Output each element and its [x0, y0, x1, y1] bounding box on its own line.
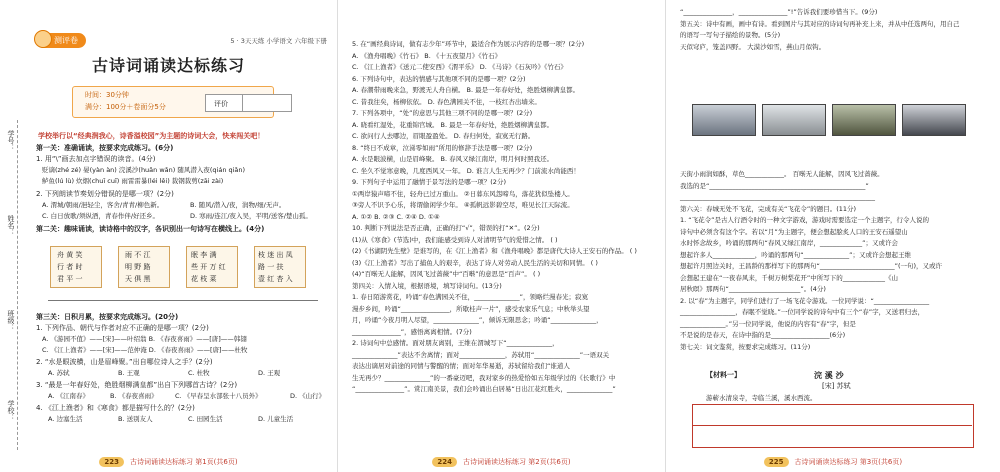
poem-grid-1: 舟 黄 笑 行 者 时 君 平 一	[50, 246, 102, 288]
answer-line[interactable]	[48, 300, 318, 301]
page-2	[337, 0, 665, 472]
question-line: A. 水是眼波横，山是眉峰聚。 B. 春风又绿江南岸，明月何时照我还。	[352, 155, 554, 163]
landscape-image-1	[692, 104, 756, 136]
class-label: 班级：	[7, 310, 15, 331]
time-limit: 时间：30分钟	[85, 91, 129, 99]
name-label: 姓名：	[7, 215, 15, 236]
full-score: 满分：100分＋卷面分5分	[85, 103, 166, 111]
question-line: A. ①② B. ②③ C. ②④ D. ①④	[352, 212, 440, 221]
question-line: 第四关：入情入境，根据语境，填写诗词句。(13分)	[352, 281, 502, 290]
poem-author: [宋] 苏轼	[822, 382, 851, 390]
poem-grid-4: 枝 迷 出 凤 路 一 扶 壹 红 杏 入	[254, 246, 306, 288]
page-number: 224	[432, 457, 457, 467]
q5-option-a[interactable]: A. 《江南春》	[48, 392, 89, 400]
question-line: _______________”，感悟离离相情。(7分)	[352, 327, 472, 336]
page-number: 223	[99, 457, 124, 467]
question-line: 我选的是“________________________________________________”	[680, 181, 869, 190]
question-line: ①两岸猿声啼不住，轻舟已过万重山。 ②日暮东风怨啼鸟，落花犹似坠楼人。	[352, 189, 574, 198]
page-footer: 225 古诗词诵读达标练习 第3页(共6页)	[666, 457, 1000, 467]
question-line: 2. 诗词句中总感情。面对朋友离别，王维在渭城写下“______________，	[352, 339, 559, 347]
poem-grid-3: 眠 李 满 些 开 万 红 花 枝 菜	[186, 246, 238, 288]
q4-option-b[interactable]: B. 王观	[118, 369, 140, 377]
question-line: “_______________，_______________”!”告诉我们要珍惜当下。(9分)	[680, 8, 878, 16]
question-line: 2. 以“春”为主题字，同学们进行了一场飞花令游戏。一位同学说：“_________________	[680, 296, 930, 305]
page-number: 225	[764, 457, 789, 467]
section-2-title: 第二关：趣味诵读，读诗格中的汉字，各识别出一句诗写在横线上。(4分)	[36, 225, 265, 233]
question-line: C. 《江上渔者》《送元二使安西》《渭平乐》 D. 《马诗》《石灰吟》《竹石》	[352, 63, 567, 71]
question-line: 1. “飞花令”是古人行酒令时的一种文字游戏，游戏时需要选定一个主题字，行令人说的	[680, 216, 930, 224]
q4-option-c[interactable]: C. 杜牧	[188, 369, 210, 377]
evaluation-box[interactable]	[205, 94, 292, 112]
question-line: A. 《渔舟唱晚》《竹石》 B. 《十五夜望月》《竹石》	[352, 51, 502, 60]
question-line: 7. 下列各项中，“处”的意思与其他三项不同的是哪一项？(2分)	[352, 109, 533, 117]
question-line: (4)“百啭无人能解，因风飞过蔷薇”中“百啭”的意思是“百声”。 ( )	[352, 270, 541, 278]
q3-options-ab[interactable]: A. 《游园不值》——[宋]——叶绍翁 B. 《春夜喜雨》——[唐]——韩翃	[42, 335, 247, 343]
landscape-image-2	[762, 104, 826, 136]
q3-options-cd[interactable]: C. 《江上渔者》——[宋]——范仲淹 D. 《春夜喜雨》——[唐]——杜牧	[42, 346, 248, 354]
poem-preface: 游蕲水清泉寺，寺临兰溪，溪水西流。	[706, 394, 817, 402]
pinyin-row-1[interactable]: 贬谪(zhé zé) 晏(yàn àn) 浣溪沙(huǎn wǎn) 随风潜入夜(qián qiǎn)	[42, 166, 246, 174]
mascot-icon	[34, 30, 52, 48]
question-line: 第七关：词文鉴赏，按要求完成练习。(11分)	[680, 342, 811, 351]
question-5: 3. “最是一年春好处，绝胜烟柳满皇都”出自下列哪首古诗？(2分)	[36, 381, 238, 389]
question-line: 生无再少？______________”的一番豪迈吧，我对家乡的热爱恰如五年级学过的《长歌行》中	[352, 373, 616, 382]
q6-option-d[interactable]: D. 儿童生活	[258, 415, 294, 423]
question-line: 的语写一写句子描绘的景物。(5分)	[680, 31, 781, 39]
question-line: 水时怀念故乡，吟诵的那两句“春风又绿江南岸，_____________”；又或许会	[680, 239, 898, 247]
q6-option-b[interactable]: B. 送别友人	[118, 415, 153, 423]
answer-box[interactable]	[692, 404, 974, 448]
question-line: 天街小雨润如酥，草色____________。 百啭无人能解，因风飞过蔷薇。	[680, 170, 884, 178]
question-line: 不是说的是春天，在诗中指的是__________________(6分)	[680, 331, 846, 339]
landscape-image-4	[902, 104, 966, 136]
question-line: A. 春潮带雨晚来急，野渡无人舟自横。 B. 最是一年春好处，绝胜烟柳满皇都。	[352, 86, 580, 94]
question-line: 10. 判断下列说法是否正确，正确的打“√”，错误的打“✕”。(2分)	[352, 224, 540, 232]
q6-option-c[interactable]: C. 田园生活	[188, 415, 223, 423]
q2-option-c[interactable]: C. 白日放歌/须纵酒，青春作伴/好还乡。	[42, 212, 160, 220]
question-line: 居秋暝》那两句“______________________”。(4分)	[680, 285, 826, 293]
question-line: (1)从《寒食》(节选)中，我们能感受到诗人对清明节气的爱惜之情。 ( )	[352, 235, 558, 244]
question-line: (2)《书湖阴先生壁》是谁写的，在《江上渔者》和《渔舟唱晚》都是唐代大诗人王安石的作品。 ( )	[352, 247, 637, 255]
page-1	[0, 0, 337, 472]
question-line: 想起许月照边关时，王昌龄的那样写下的那两句“_______________________”(一句)，又或许	[680, 262, 943, 270]
question-line: 5. 在“画经典诗词，做有志少年”环节中，最适合作为展示内容的是哪一项？(2分)	[352, 40, 585, 48]
q5-option-b[interactable]: B. 《春夜喜雨》	[110, 392, 158, 400]
question-line: 月，吟诵“今夜月明人尽望，______________”，倾诉无限思念；吟诵“______________，	[352, 316, 603, 324]
question-line: ______________”表达不舍离情；面对______________，苏轼用“______________”一语双关	[352, 350, 610, 359]
material-label: 【材料一】	[706, 371, 741, 379]
page-footer: 223 古诗词诵读达标练习 第1页(共6页)	[0, 457, 337, 467]
intro-banner: 学校举行以“经典润我心，诗香溢校园”为主题的诗词大会，快来闯关吧！	[38, 132, 265, 140]
landscape-image-3	[832, 104, 896, 136]
question-line: A. 晓看红湿处，花重锦官城。 B. 最是一年春好处，绝胜烟柳满皇都。	[352, 120, 554, 129]
student-info-sidebar	[0, 120, 28, 450]
question-line: C. 昔我往矣，杨柳依依。 D. 春色满园关不住，一枝红杏出墙来。	[352, 97, 541, 106]
poem-title: 浣 溪 沙	[814, 371, 844, 380]
question-line: 诗句中必须含有这个字。若以“月”为主题字，便会想起脍炙人口的王安石遥望山	[680, 227, 908, 236]
page-footer: 224 古诗词诵读达标练习 第2页(共6页)	[338, 457, 665, 467]
question-2: 2. 下列朗读节奏划分错误的是哪一项？(2分)	[36, 190, 174, 198]
question-line: ____________________________________________________________	[680, 193, 875, 201]
question-line: _________________，春眠不觉晓。”一位同学说的诗句中有三个“春”字，又送君归去，	[680, 308, 925, 316]
student-id-label: 学号：	[7, 130, 15, 151]
question-1: 1. 用“\”画去加点字错误的读音。(4分)	[36, 155, 156, 163]
question-line: 想起许多人_____________，吟诵的那两句“______________”；又或许会想起王维	[680, 250, 911, 259]
q2-option-a[interactable]: A. 渭城/朝雨/浥轻尘，客舍/青青/柳色新。	[42, 201, 164, 209]
question-line: ______________。”另一位同学说，他说的内容有“春”字，但是	[680, 319, 856, 328]
question-line: ③旁人不识予心乐，将谓偷闲学少年。 ④孤帆远影碧空尽，唯见长江天际流。	[352, 201, 574, 209]
question-line: (3)《江上渔者》写出了捕鱼人的艰辛，表达了诗人对劳动人民生活的关切和同情。 ( )	[352, 258, 598, 267]
question-line: 9. 下列句子中运用了融情于景写法的是哪一项？(2分)	[352, 178, 506, 186]
school-label: 学校：	[7, 400, 15, 421]
evaluation-label: 评价	[214, 100, 228, 108]
q4-option-a[interactable]: A. 苏轼	[48, 369, 70, 377]
q2-option-b[interactable]: B. 随风/潜入/夜，润物/细/无声。	[190, 201, 286, 209]
question-line: 表达出谪居对前途的同情与警醒的情；面对年华易逝，苏轼留给我们“谁道人	[352, 362, 570, 370]
question-line: 漫步乡间，吟诵“_______________，所歇桂声一片”，感受农家乐气息；中秋举头望	[352, 304, 590, 313]
section-1-title: 第一关：准确诵读，按要求完成练习。(6分)	[36, 144, 174, 152]
question-line: 天似穹庐，笼盖四野。 大漠沙如雪，燕山月似钩。	[680, 42, 826, 51]
question-line: “_______________”。赏江南美景，我们会吟诵出白居易“日出江花红胜火，______________”	[352, 385, 616, 393]
q5-option-d[interactable]: D. 《山行》	[290, 392, 326, 400]
question-line: C. 欲问行人去哪边，眉眼盈盈处。 D. 春归何处，寂寞无行路。	[352, 132, 535, 140]
section-3-title: 第三关：日积月累，按要求完成练习。(20分)	[36, 313, 179, 321]
question-line: C. 坐久不觉寒意晚，几度西风又一年。 D. 谁言人生无再少？门前流水尚能西！	[352, 166, 580, 175]
page-3	[665, 0, 1000, 472]
q4-option-d[interactable]: D. 王观	[258, 369, 281, 377]
q6-option-a[interactable]: A. 边塞生活	[48, 415, 83, 423]
test-badge: 测评卷	[36, 33, 86, 48]
question-line: 第六关：春城无处不飞花，完成有关“飞花令”的题目。(11分)	[680, 204, 857, 213]
pinyin-row-2[interactable]: 鲈鱼(lú lù) 炊烟(chuī cuī) 雨雷雷暴(léi lěi) 裁钢裁剪(zāi zài)	[42, 177, 224, 185]
question-6: 4. 《江上渔者》和《寒食》都是描写什么的？(2分)	[36, 404, 195, 412]
book-info: 5 · 3天天练 小学语文 六年级下册	[230, 37, 327, 45]
answer-line	[692, 425, 972, 426]
question-line: 1. 春日陌游赏花，吟诵“春色满园关不住，______________”，领略烂漫春光；寂寞	[352, 293, 589, 301]
question-line: 第五关：诗中有画，画中有诗。看到图片与其对应的诗词句再补充上来，并从中任选两句，用自己	[680, 19, 960, 28]
question-3: 1. 下列作品、朝代与作者对应不正确的是哪一项？(2分)	[36, 324, 209, 332]
question-4: 2. “水是眼波横，山是眉峰聚。”出自哪位诗人之手？(2分)	[36, 358, 213, 366]
question-line: 6. 下列诗句中，表达的情感与其他项不同的是哪一项？(2分)	[352, 74, 526, 83]
poem-grid-2: 雨 不 江 明 野 路 天 俱 黑	[118, 246, 170, 288]
q5-option-c[interactable]: C. 《早春呈水部张十八员外》	[175, 392, 262, 400]
q2-option-d[interactable]: D. 寒雨/连江/夜入吴，平明/送客/楚山孤。	[190, 212, 312, 220]
question-line: 会想起王建在“一夜春风来，千树万树梨花开”中所写下的_____________《山	[680, 273, 898, 282]
cut-line	[17, 120, 19, 450]
question-line: 8. “终日不成章，泣涕零如雨”所用的修辞手法是哪一项？(2分)	[352, 143, 533, 152]
page-title: 古诗词诵读达标练习	[91, 56, 245, 75]
